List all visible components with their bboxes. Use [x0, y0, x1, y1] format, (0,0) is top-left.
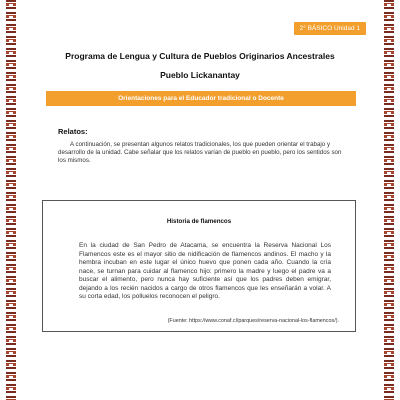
grade-unit-tag: 2° BÁSICO Unidad 1 [294, 22, 366, 35]
story-box [42, 200, 356, 332]
story-source: (Fuente: https://www.conaf.cl/parques/reserva-nacional-los-flamencos/). [167, 318, 339, 324]
educator-guidance-banner: Orientaciones para el Educador tradicional o Docente [46, 91, 356, 106]
story-title: Historia de flamencos [166, 218, 232, 225]
story-body: En la ciudad de San Pedro de Atacama, se encuentra la Reserva Nacional Los Flamencos este es el mayor sitio de nidificación de flamencos andinos. El macho y la hembra incuban en este lugar el único huevo que ponen cada año. Cuando la cría nace, se turnan para cuidar al flamenco hijo: primero la madre y luego el padre va a buscar el alimento, pero nunca hay suficiente así que los padres deben emigrar, dejando a los recién nacidos a cargo de otros flamencos que les enseñarán a volar. A su corta edad, los polluelos reconocen el peligro. [79, 242, 331, 300]
people-title: Pueblo Lickanantay [160, 70, 240, 80]
intro-paragraph: A continuación, se presentan algunos relatos tradicionales, los que pueden orientar el trabajo y desarrollo de la unidad. Cabe señalar que los relatos varían de pueblo en pueblo, pero los sentidos son los mismos. [58, 141, 342, 164]
program-title: Programa de Lengua y Cultura de Pueblos Originarios Ancestrales [65, 51, 335, 61]
section-label: Relatos: [58, 127, 88, 136]
